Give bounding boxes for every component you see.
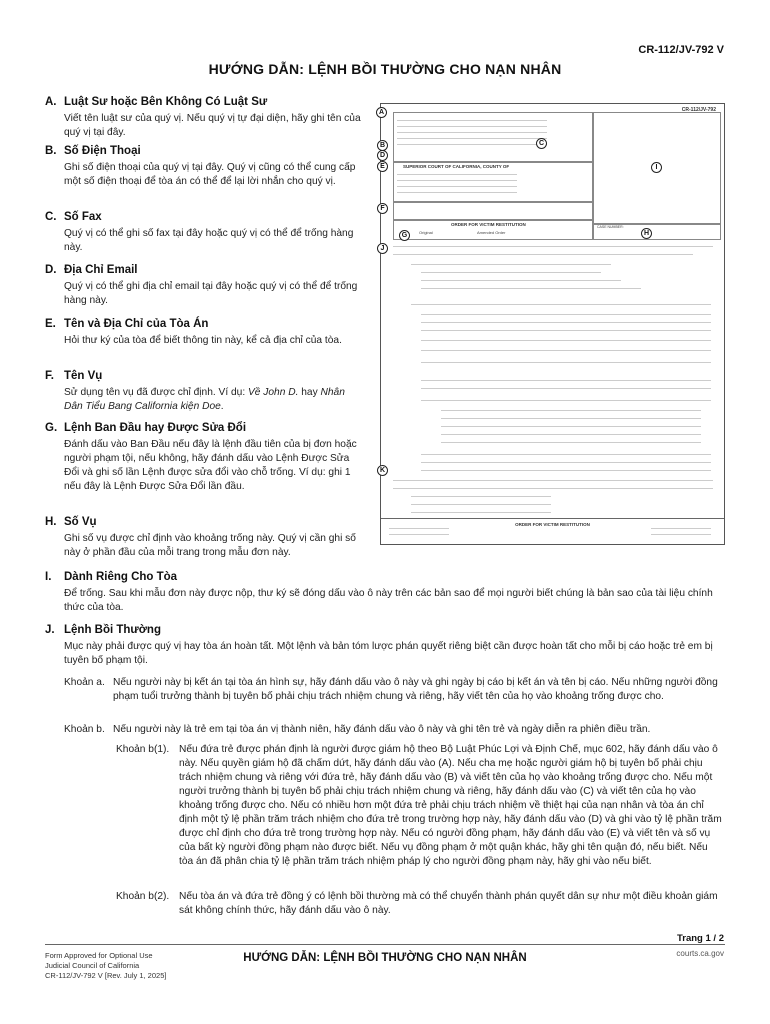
- section-c: [45, 211, 364, 255]
- section-g: [45, 422, 364, 494]
- section-a: [45, 96, 364, 140]
- form-id: CR-112/JV-792 V: [638, 44, 724, 56]
- callout-e: E: [377, 161, 388, 172]
- footer-website-link[interactable]: courts.ca.gov: [676, 949, 724, 958]
- section-letter: D.: [45, 264, 57, 276]
- text-fragment: .: [220, 401, 224, 412]
- section-j: [45, 624, 734, 668]
- item-text: Nếu người này là trẻ em tại tòa án vị thành niên, hãy đánh dấu vào ô này và ghi tên trẻ và ngày diễn ra phiên điều trần.: [113, 724, 651, 735]
- section-body: Để trống. Sau khi mẫu đơn này được nộp, thư ký sẽ đóng dấu vào ô này trên các bản sao để mọi người biết chúng là bản sao của tài liệu chính thức của tòa.: [64, 588, 713, 613]
- footer-revision: CR-112/JV-792 V [Rev. July 1, 2025]: [45, 971, 167, 980]
- section-b: [45, 145, 364, 189]
- item-b: [64, 723, 724, 737]
- item-b2: [116, 890, 724, 918]
- footer-approval: Form Approved for Optional Use: [45, 951, 153, 960]
- section-letter: I.: [45, 571, 52, 583]
- callout-i: I: [651, 162, 662, 173]
- section-heading: Số Fax: [64, 211, 102, 223]
- section-body: Ghi số vụ được chỉ định vào khoảng trống này. Quý vị cần ghi số này ở phần đầu của mỗi trang trong mẫu đơn này.: [64, 533, 356, 558]
- item-label: Khoản b(1).: [116, 744, 170, 755]
- section-body: Quý vị có thể ghi địa chỉ email tại đây hoặc quý vị có thể để trống hàng này.: [64, 281, 358, 306]
- section-d: [45, 264, 364, 308]
- section-letter: H.: [45, 516, 57, 528]
- section-letter: B.: [45, 145, 57, 157]
- item-text: Nếu người này bị kết án tại tòa án hình sự, hãy đánh dấu vào ô này và ghi ngày bị cáo bị kết án và tên bị cáo. Nếu những người đồng phạm tuổi trưởng thành bị tuyên bố phải chịu trách nhiệm chung và riêng, hãy viết tên của họ vào khoảng trống được cho.: [113, 677, 718, 702]
- section-heading: Số Vụ: [64, 516, 97, 528]
- item-b1: [116, 743, 724, 869]
- callout-g: G: [399, 230, 410, 241]
- text-fragment: Nhân Dân Tiểu Bang California kiện Doe: [64, 387, 345, 412]
- callout-f: F: [377, 203, 388, 214]
- callout-j: J: [377, 243, 388, 254]
- section-letter: A.: [45, 96, 57, 108]
- section-heading: Địa Chỉ Email: [64, 264, 138, 276]
- section-heading: Dành Riêng Cho Tòa: [64, 571, 178, 583]
- section-letter: E.: [45, 318, 56, 330]
- thumb-amended-label: Amended Order: [477, 230, 506, 235]
- section-heading: Lệnh Bồi Thường: [64, 624, 161, 636]
- section-letter: F.: [45, 370, 54, 382]
- section-h: [45, 516, 364, 560]
- text-fragment: hay: [298, 387, 321, 398]
- section-body: Hỏi thư ký của tòa để biết thông tin này, kể cả địa chỉ của tòa.: [64, 335, 342, 346]
- section-heading: Số Điện Thoại: [64, 145, 141, 157]
- thumb-order-title: ORDER FOR VICTIM RESTITUTION: [451, 222, 526, 227]
- thumb-form-id: CR-112/JV-792: [681, 107, 716, 113]
- section-body: Đánh dấu vào Ban Đầu nếu đây là lệnh đầu tiên của bị đơn hoặc người phạm tội, nếu không, hãy đánh dấu vào Lệnh Được Sửa Đổi và ghi số lần Lệnh được sửa đổi vào chỗ trống. Ví dụ: ghi 1 nếu đây là Lệnh Được Sửa Đổi lần đầu.: [64, 439, 357, 492]
- callout-d: D: [377, 150, 388, 161]
- section-letter: J.: [45, 624, 55, 636]
- footer-council: Judicial Council of California: [45, 961, 140, 970]
- callout-h: H: [641, 228, 652, 239]
- page-title: HƯỚNG DẪN: LỆNH BỒI THƯỜNG CHO NẠN NHÂN: [208, 61, 562, 77]
- callout-c: C: [536, 138, 547, 149]
- item-label: Khoản a.: [64, 677, 105, 688]
- section-body: Mục này phải được quý vị hay tòa án hoàn tất. Một lệnh và bản tóm lược phán quyết riêng biệt cần được hoàn tất cho mỗi bị cáo hoặc trẻ em bị tuyên bố phạm tội.: [64, 641, 713, 666]
- text-fragment: Sử dụng tên vụ đã được chỉ định. Ví dụ:: [64, 387, 248, 398]
- thumb-case-number-label: CASE NUMBER:: [597, 225, 624, 229]
- section-f: [45, 370, 364, 414]
- section-body: Ghi số điện thoại của quý vị tại đây. Quý vị cũng có thể cung cấp một số điện thoại để tòa án có thể để lại lời nhắn cho quý vị.: [64, 162, 356, 187]
- footer-title: HƯỚNG DẪN: LỆNH BỒI THƯỜNG CHO NẠN NHÂN: [243, 952, 527, 964]
- item-text: Nếu đứa trẻ được phán định là người được giám hộ theo Bộ Luật Phúc Lợi và Định Chế, mục 602, hãy đánh dấu vào ô này. Nếu quyền giám hộ đã chấm dứt, hãy đánh dấu vào (A). Nếu cha mẹ hoặc người giám hộ bị tuyên bố phải chịu trách nhiệm chung và riêng với đứa trẻ, hãy đánh dấu vào (B) và viết tên của họ vào khoảng trống được cho. Nếu một người trưởng thành bị tuyên bố phải chịu trách nhiệm chung và riêng, hãy đánh dấu vào (C) và viết tên của họ vào khoảng trống được cho. Nếu có nhiều hơn một đứa trẻ phải chịu trách nhiệm về thiệt hại của nạn nhân và tòa án chỉ định một tỷ lệ phần trăm trách nhiệm cho đứa trẻ trong trường hợp này, hãy đánh dấu vào (D) và ghi vào tỷ lệ phần trăm được chỉ định cho đứa trẻ trong trường hợp này. Nếu có người đồng phạm, hãy đánh dấu vào (E) và viết tên và số vụ của bất kỳ người đồng phạm nào được biết. Nếu vụ đồng phạm ở một quận khác, hãy ghi tên quận đó, nếu biết. Nếu tòa án đã phân chia tỷ lệ phần trăm trách nhiệm pháp lý cho người đồng phạm này, hãy ghi vào nếu biết.: [179, 744, 722, 867]
- section-i: [45, 571, 734, 615]
- callout-k: K: [377, 465, 388, 476]
- callout-a: A: [376, 107, 387, 118]
- section-heading: Lệnh Ban Đầu hay Được Sửa Đổi: [64, 422, 247, 434]
- item-label: Khoản b(2).: [116, 891, 170, 902]
- item-text: Nếu tòa án và đứa trẻ đồng ý có lệnh bồi thường mà có thể chuyển thành phán quyết dân sự như một điều khoản giám sát không chính thức, hãy đánh dấu vào ô này.: [179, 891, 718, 916]
- section-body: Viết tên luật sư của quý vị. Nếu quý vị tự đại diện, hãy ghi tên của quý vị tại đây.: [64, 113, 361, 138]
- page-number: Trang 1 / 2: [677, 933, 724, 944]
- section-letter: G.: [45, 422, 58, 434]
- form-thumbnail: [380, 103, 725, 545]
- thumb-original-label: Original: [419, 230, 433, 235]
- section-letter: C.: [45, 211, 57, 223]
- text-fragment: Về John D.: [248, 387, 299, 398]
- section-body: Quý vị có thể ghi số fax tại đây hoặc quý vị có thể để trống hàng này.: [64, 228, 354, 253]
- thumb-court-header: SUPERIOR COURT OF CALIFORNIA, COUNTY OF: [403, 164, 510, 169]
- section-body: [64, 386, 364, 414]
- section-heading: Tên và Địa Chỉ của Tòa Án: [64, 318, 209, 330]
- thumb-footer-title: ORDER FOR VICTIM RESTITUTION: [515, 522, 590, 527]
- item-label: Khoản b.: [64, 724, 105, 735]
- section-e: [45, 318, 364, 348]
- item-a: [64, 676, 724, 704]
- thumb-case-name-box: [393, 202, 593, 220]
- section-heading: Tên Vụ: [64, 370, 103, 382]
- footer-divider: [45, 944, 725, 945]
- section-heading: Luật Sư hoặc Bên Không Có Luật Sư: [64, 96, 268, 108]
- callout-b: B: [377, 140, 388, 151]
